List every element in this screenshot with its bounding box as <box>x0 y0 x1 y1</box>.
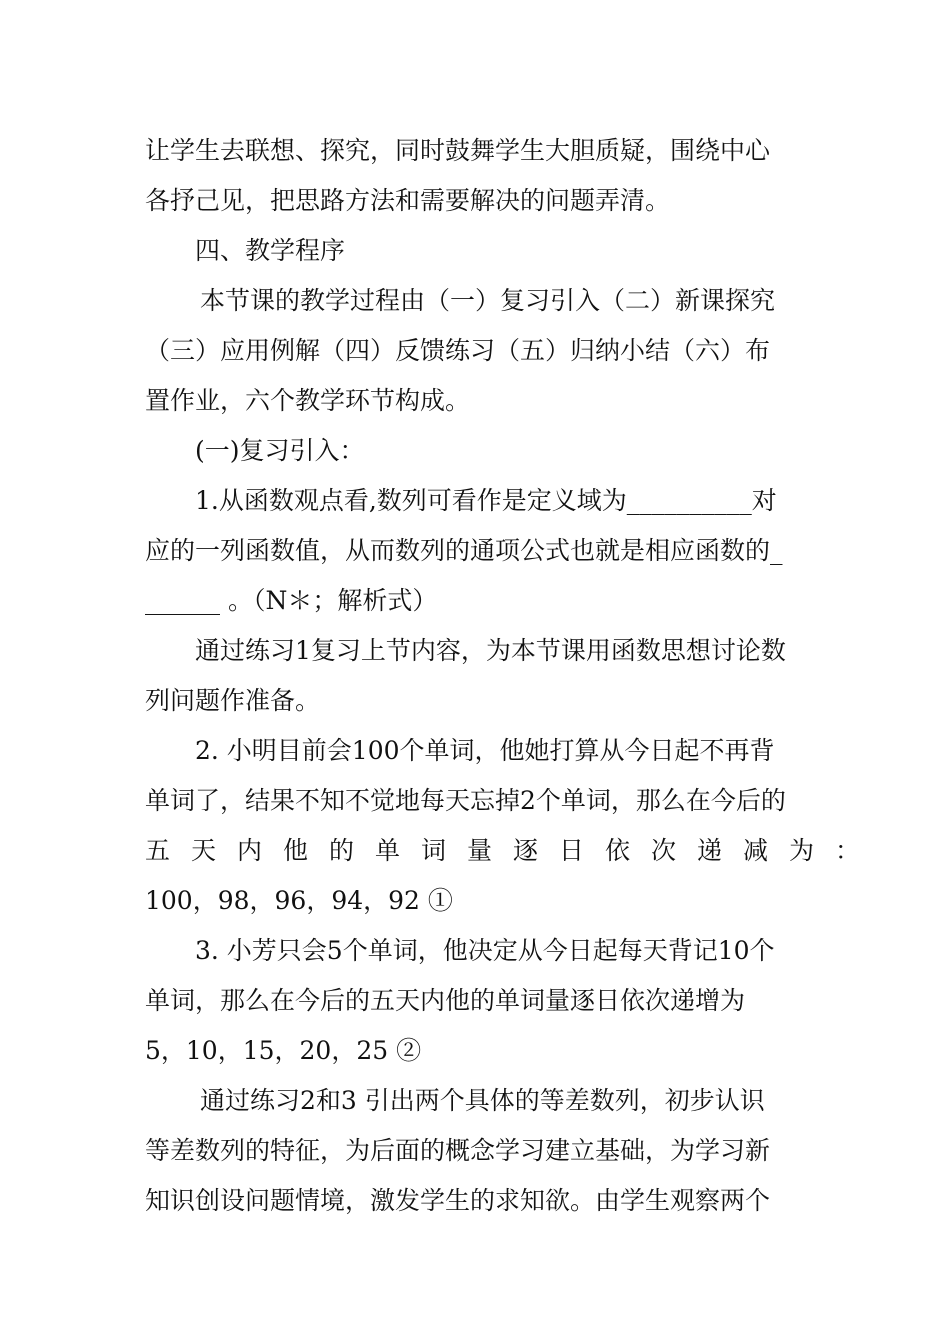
exercise-2-line: 五天内他的单词量逐日依次递减为： <box>145 836 882 865</box>
exercise-3-line: 单词，那么在今后的五天内他的单词量逐日依次递增为 <box>145 986 746 1015</box>
paragraph-line: 让学生去联想、探究，同时鼓舞学生大胆质疑，围绕中心 <box>145 136 771 165</box>
exercise-2-line: 2. 小明目前会100个单词，他她打算从今日起不再背 <box>195 736 775 765</box>
exercise-2-line: 单词了，结果不知不觉地每天忘掉2个单词，那么在今后的 <box>145 786 786 815</box>
paragraph-line: 列问题作准备。 <box>145 686 321 715</box>
exercise-1-line: 1.从函数观点看,数列可看作是定义域为__________对 <box>195 486 777 515</box>
subsection-heading: (一)复习引入： <box>195 436 365 465</box>
exercise-3-line: 3. 小芳只会5个单词，他决定从今日起每天背记10个 <box>195 936 775 965</box>
exercise-1-line: 应的一列函数值，从而数列的通项公式也就是相应函数的_ <box>145 536 783 565</box>
paragraph-line: 等差数列的特征，为后面的概念学习建立基础，为学习新 <box>145 1136 771 1165</box>
sequence-1: 100，98，96，94，92 ① <box>145 886 453 915</box>
paragraph-line: （三）应用例解（四）反馈练习（五）归纳小结（六）布 <box>145 336 771 365</box>
paragraph-line: 本节课的教学过程由（一）复习引入（二）新课探究 <box>200 286 776 315</box>
paragraph-line: 通过练习1复习上节内容，为本节课用函数思想讨论数 <box>195 636 786 665</box>
paragraph-line: 置作业，六个教学环节构成。 <box>145 386 471 415</box>
exercise-1-answer: ______ 。（N＊；解析式） <box>145 586 438 615</box>
paragraph-line: 知识创设问题情境，激发学生的求知欲。由学生观察两个 <box>145 1186 771 1215</box>
paragraph-line: 通过练习2和3 引出两个具体的等差数列，初步认识 <box>200 1086 765 1115</box>
sequence-2: 5，10，15，20，25 ② <box>145 1036 422 1065</box>
paragraph-line: 各抒己见，把思路方法和需要解决的问题弄清。 <box>145 186 671 215</box>
section-heading: 四、教学程序 <box>195 236 346 265</box>
